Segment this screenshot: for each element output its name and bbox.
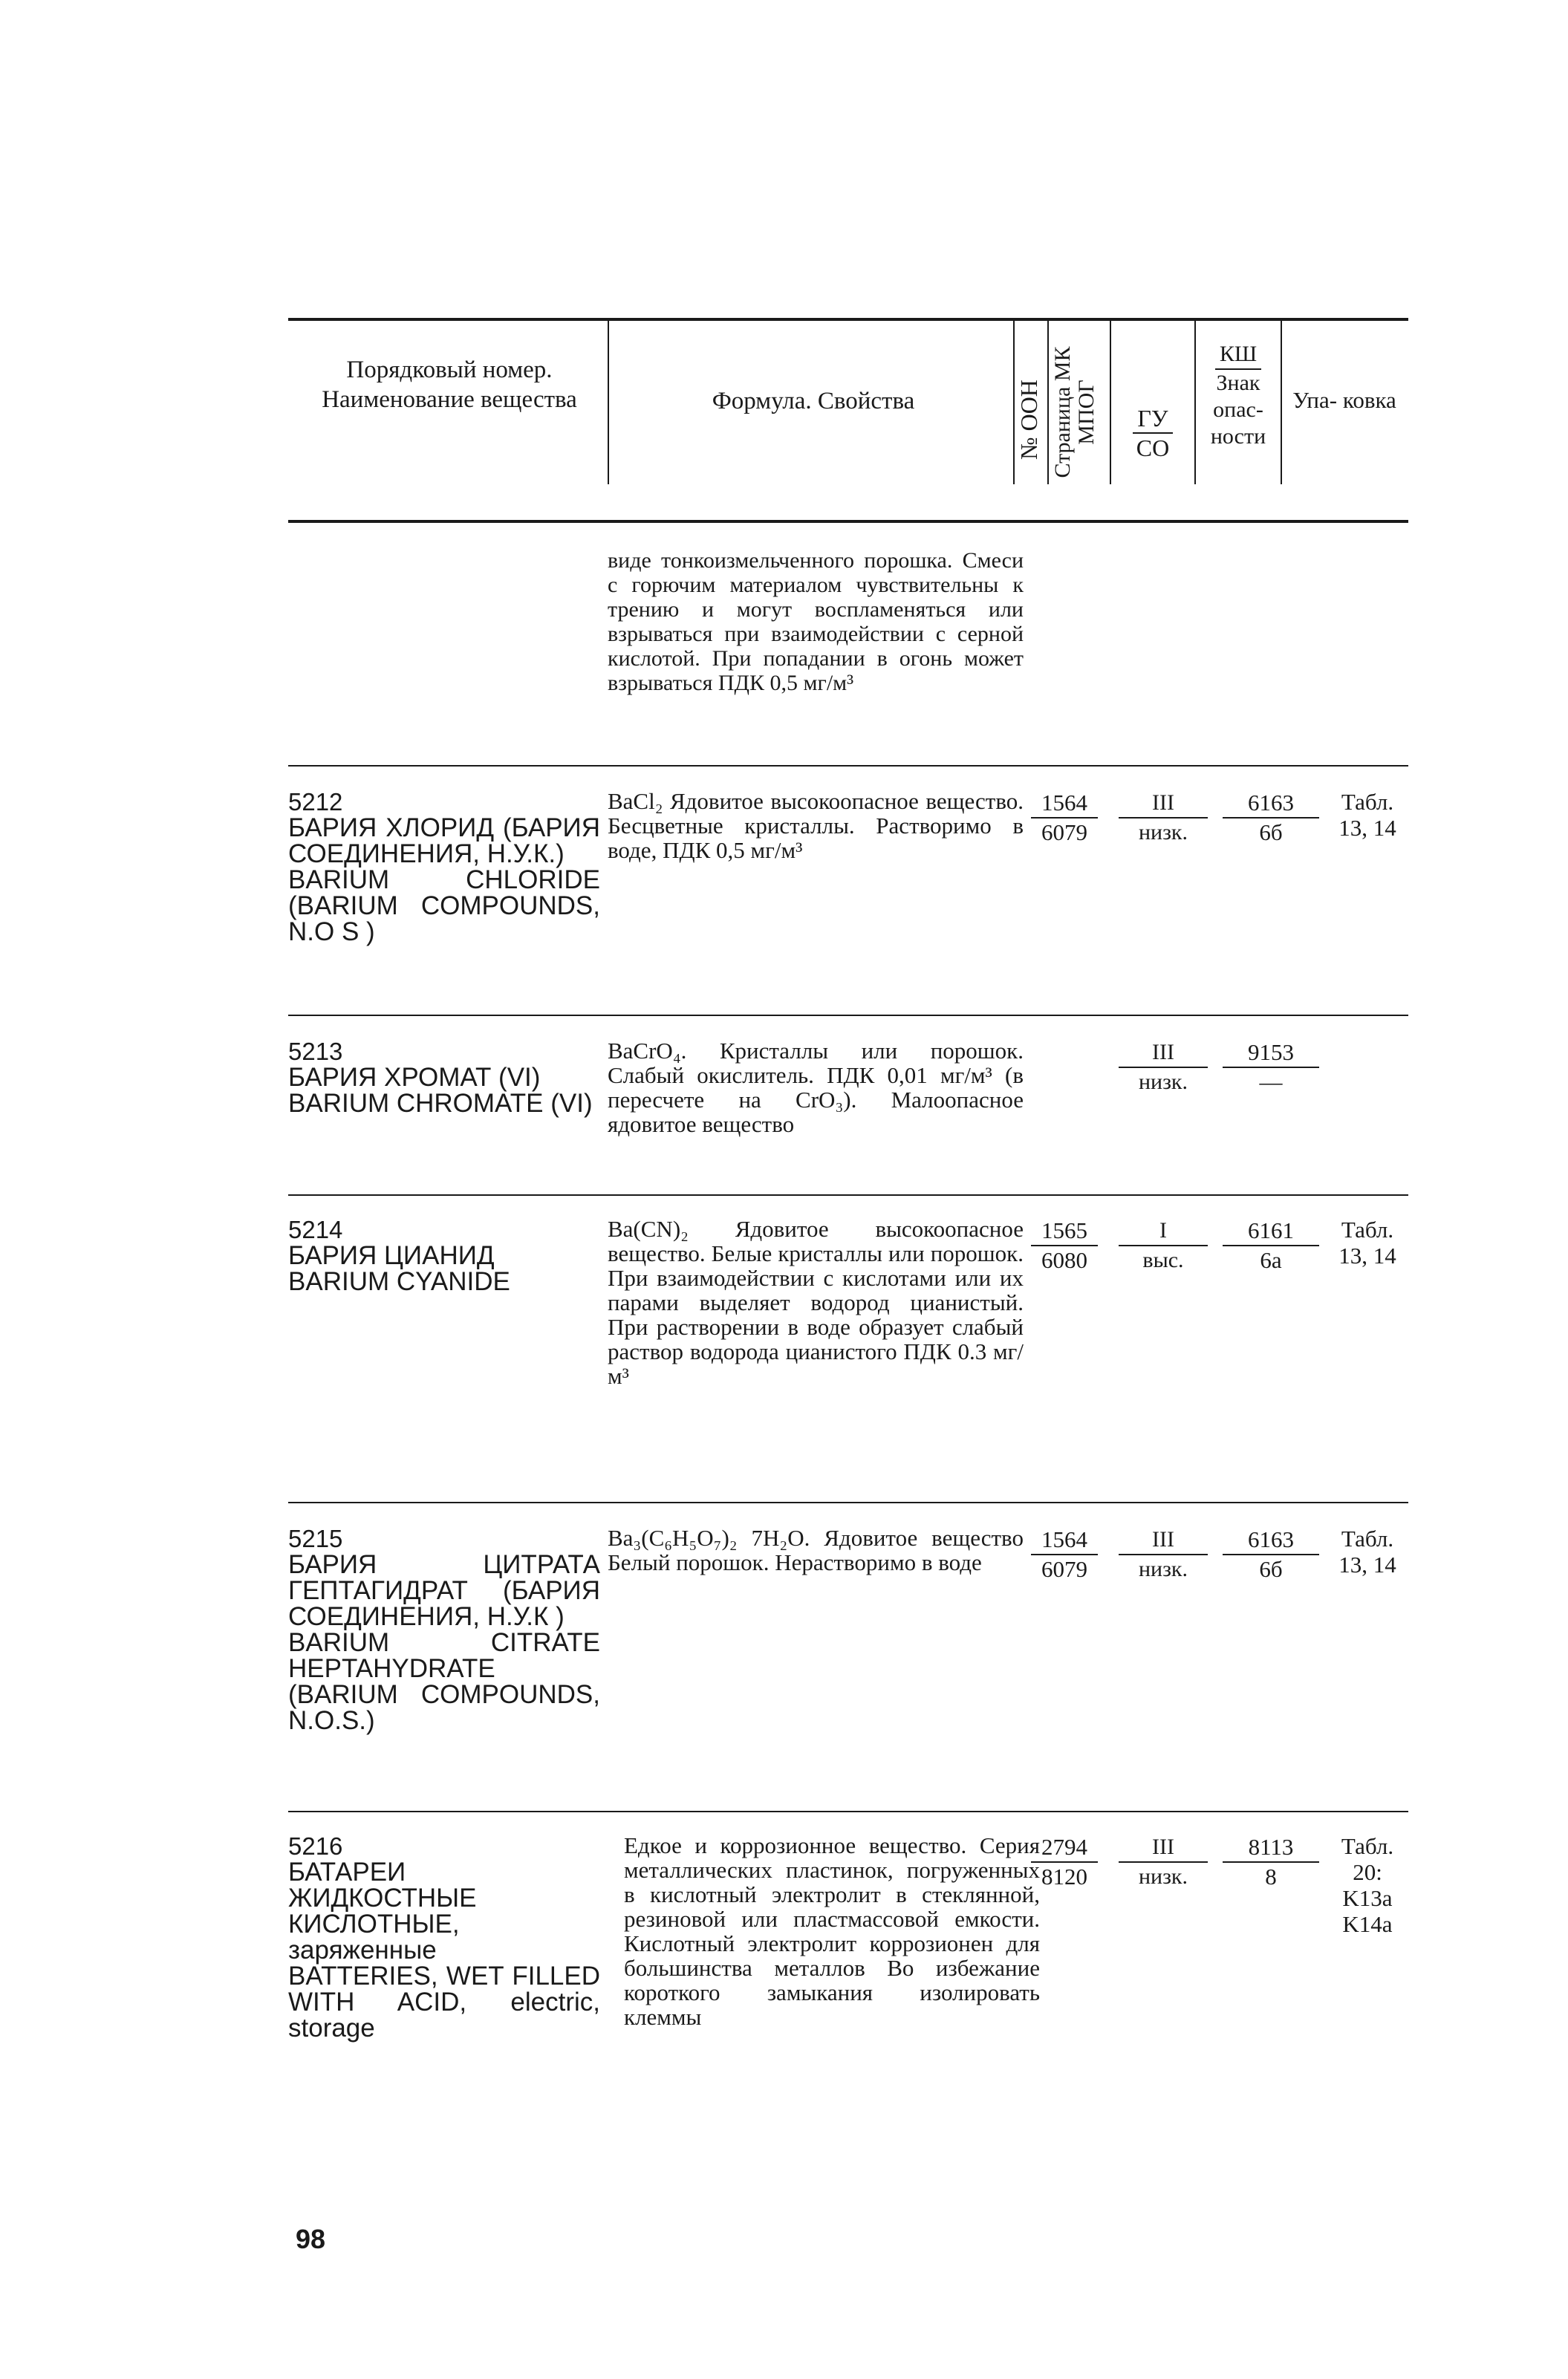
entry-co: выс. (1142, 1248, 1184, 1272)
entry-name (288, 1526, 600, 1734)
entry-un (1031, 1833, 1098, 1891)
header-formula: Формула. Свойства (712, 388, 915, 414)
entry-gu-class: I (1119, 1217, 1208, 1246)
entry-props: BaCl₂ Ядовитое высокоопасное вещество. Бесцветные кристаллы. Растворимо в воде, ПДК 0,5 мг/м³ (608, 788, 1024, 863)
entry-page: 6079 (1041, 819, 1087, 845)
entry-page: 6080 (1041, 1247, 1087, 1273)
entry-number: 5213 (288, 1038, 343, 1065)
entry-ksh (1223, 1217, 1319, 1275)
entry-page: 6079 (1041, 1556, 1087, 1582)
entry-pack: Табл. 13, 14 (1338, 1217, 1396, 1269)
header-bottom-rule (288, 520, 1408, 523)
entry-name (288, 1038, 600, 1116)
entry-number: 5215 (288, 1525, 343, 1552)
entry-name-en: BARIUM CYANIDE (288, 1267, 510, 1296)
entry-name-en: BARIUM CITRATE HEPTAHYDRATE (BARIUM COMPOUNDS, N.O.S.) (288, 1628, 600, 1735)
entry-sign: 6б (1259, 1556, 1283, 1582)
entry-5216 (288, 1833, 1408, 2100)
header-name: Порядковый номер. Наименование вещества (322, 357, 577, 413)
entry-gu (1119, 1038, 1208, 1096)
continuation-text: виде тонкоизмельченного порошка. Смеси с горючим материалом чувствительны к трению и могут воспламеняться или взрываться при взаимодействии с серной кислотой. При попадании в огонь может взрываться ПДК 0,5 мг/м³ (608, 548, 1024, 695)
entry-name-ru: БАТАРЕИ ЖИДКОСТНЫЕ КИСЛОТНЫЕ, заряженные (288, 1858, 477, 1965)
entry-5215 (288, 1526, 1408, 1778)
header-gu (1111, 404, 1194, 462)
header-gu-top: ГУ (1133, 404, 1172, 434)
entry-page: 8120 (1041, 1864, 1087, 1890)
entry-props: Ba(CN)₂ Ядовитое высокоопасное вещество. Белые кристаллы или порошок. При взаимодействии с кислотами или их парами выделяет водород цианистый. При растворении в воде образует слабый раствор водорода цианистого ПДК 0.3 мг/м³ (608, 1216, 1024, 1389)
entry-ksh-code: 9153 (1223, 1038, 1319, 1068)
entry-ksh (1223, 1526, 1319, 1584)
header-top-rule (288, 318, 1408, 321)
entry-pack: Табл. 20: K13a K14a (1341, 1833, 1394, 1937)
header-divider (1013, 319, 1015, 484)
entry-name-en: BARIUM CHROMATE (VI) (288, 1089, 593, 1118)
entry-ksh-code: 6161 (1223, 1217, 1319, 1246)
entry-separator (288, 1811, 1408, 1812)
entry-un-number: 1565 (1031, 1217, 1098, 1246)
entry-name (288, 1833, 600, 2041)
entry-number: 5216 (288, 1832, 343, 1860)
entry-co: низк. (1138, 1864, 1188, 1889)
entry-pack: Табл. 13, 14 (1338, 1526, 1396, 1578)
entry-co: низк. (1138, 820, 1188, 844)
entry-co: низк. (1138, 1070, 1188, 1094)
entry-number: 5214 (288, 1216, 343, 1243)
entry-ksh (1223, 789, 1319, 847)
entry-separator (288, 1015, 1408, 1016)
entry-gu (1119, 1833, 1208, 1891)
entry-separator (288, 1194, 1408, 1196)
entry-sign: 6б (1259, 819, 1283, 845)
entry-ksh-code: 6163 (1223, 789, 1319, 819)
entry-name (288, 789, 600, 945)
entry-gu-class: III (1119, 1038, 1208, 1068)
entry-sign: 8 (1265, 1864, 1277, 1890)
entry-un (1031, 1526, 1098, 1584)
entry-gu (1119, 789, 1208, 847)
entry-name (288, 1217, 600, 1295)
entry-name-en: BATTERIES, WET FILLED WITH ACID, electric, storage (288, 1962, 600, 2043)
entry-un (1031, 789, 1098, 847)
entry-gu (1119, 1217, 1208, 1275)
header-un: № ООН (1015, 380, 1042, 460)
entry-un-number: 1564 (1031, 789, 1098, 819)
header-ksh (1196, 340, 1281, 450)
entry-un-number: 2794 (1031, 1833, 1098, 1863)
entry-name-en: BARIUM CHLORIDE (BARIUM COMPOUNDS, N.O S ) (288, 865, 600, 946)
entry-gu-class: III (1119, 1833, 1208, 1863)
entry-sign: — (1259, 1069, 1283, 1095)
entry-gu-class: III (1119, 789, 1208, 819)
entry-co: низк. (1138, 1557, 1188, 1581)
header-ksh-top: КШ (1215, 340, 1261, 370)
entry-name-ru: БАРИЯ ЦИАНИД (288, 1241, 495, 1270)
entry-separator (288, 765, 1408, 767)
header-page: Страница МК МПОГ (1050, 346, 1099, 478)
page-number: 98 (296, 2224, 326, 2254)
entry-name-ru: БАРИЯ ЦИТРАТА ГЕПТАГИДРАТ (БАРИЯ СОЕДИНЕНИЯ, Н.У.К ) (288, 1550, 600, 1631)
entry-ksh (1223, 1833, 1319, 1891)
entry-number: 5212 (288, 788, 343, 816)
header-gu-bottom: СО (1136, 435, 1170, 461)
header-divider (608, 319, 609, 484)
entry-ksh-code: 8113 (1223, 1833, 1319, 1863)
entry-name-ru: БАРИЯ ХЛОРИД (БАРИЯ СОЕДИНЕНИЯ, Н.У.К.) (288, 813, 600, 868)
entry-props: Ba₃(C₆H₅O₇)₂ 7H₂O. Ядовитое вещество Белый порошок. Нерастворимо в воде (608, 1525, 1024, 1575)
entry-5213 (288, 1038, 1408, 1179)
entry-un-number: 1564 (1031, 1526, 1098, 1555)
entry-un (1031, 1217, 1098, 1275)
entry-5214 (288, 1217, 1408, 1454)
entry-separator (288, 1502, 1408, 1503)
header-divider (1281, 319, 1282, 484)
entry-props: Едкое и коррозионное вещество. Серия металлических пластинок, погруженных в кислотный электролит в стеклянной, резиновой или пластмассовой емкости. Кислотный электролит коррозионен для большинства металлов Во избежание короткого замыкания изолировать клеммы (624, 1832, 1040, 2030)
header-divider (1047, 319, 1049, 484)
header-ksh-bottom: Знак опас- ности (1210, 371, 1266, 449)
entry-name-ru: БАРИЯ ХРОМАТ (VI) (288, 1063, 541, 1092)
entry-gu-class: III (1119, 1526, 1208, 1555)
entry-sign: 6а (1260, 1247, 1282, 1273)
entry-pack: Табл. 13, 14 (1338, 789, 1396, 841)
entry-gu (1119, 1526, 1208, 1584)
entry-ksh-code: 6163 (1223, 1526, 1319, 1555)
entry-ksh (1223, 1038, 1319, 1096)
entry-5212 (288, 789, 1408, 1004)
entry-props: BaCrO₄. Кристаллы или порошок. Слабый окислитель. ПДК 0,01 мг/м³ (в пересчете на CrO₃). Малоопасное ядовитое вещество (608, 1038, 1024, 1137)
header-pack: Упа- ковка (1292, 387, 1396, 413)
